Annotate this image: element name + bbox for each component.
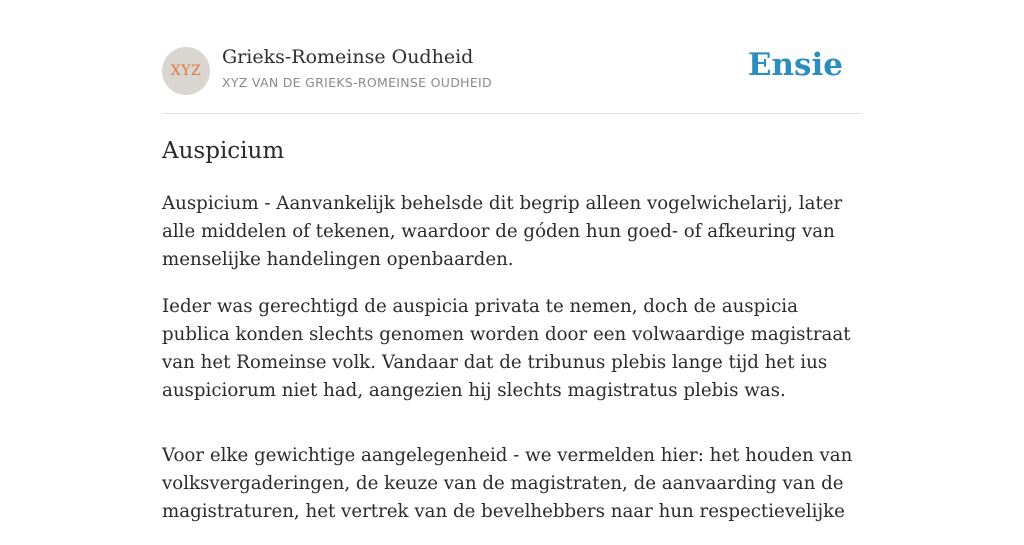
ensie-logo[interactable]: Ensie — [747, 47, 843, 83]
article-paragraph: Ieder was gerechtigd de auspicia privata te nemen, doch de auspicia publica konden slechts genomen worden door een volwaardige magistraat van het Romeinse volk. Vandaar dat de tribunus plebis lange tijd het ius auspiciorum niet had, aangezien hij slechts magistratus plebis was. — [162, 296, 851, 401]
publication-header — [162, 0, 862, 114]
article-body — [162, 190, 862, 545]
article-title: Auspicium — [162, 138, 285, 164]
publication-title[interactable]: Grieks-Romeinse Oudheid — [222, 46, 474, 68]
article-paragraph: Voor elke gewichtige aangelegenheid - we vermelden hier: het houden van volksvergaderingen, de keuze van de magistraten, de aanvaarding van de magistraturen, het vertrek van de bevelhebbers naar hun respectievelijke — [162, 445, 853, 522]
article-paragraph: Auspicium - Aanvankelijk behelsde dit begrip alleen vogelwichelarij, later alle middelen of tekenen, waardoor de góden hun goed- of afkeuring van menselijke handelingen openbaarden. — [162, 193, 843, 270]
page-container — [162, 0, 862, 522]
publication-avatar[interactable]: XYZ — [162, 47, 210, 95]
publication-subtitle: XYZ VAN DE GRIEKS-ROMEINSE OUDHEID — [222, 75, 492, 90]
